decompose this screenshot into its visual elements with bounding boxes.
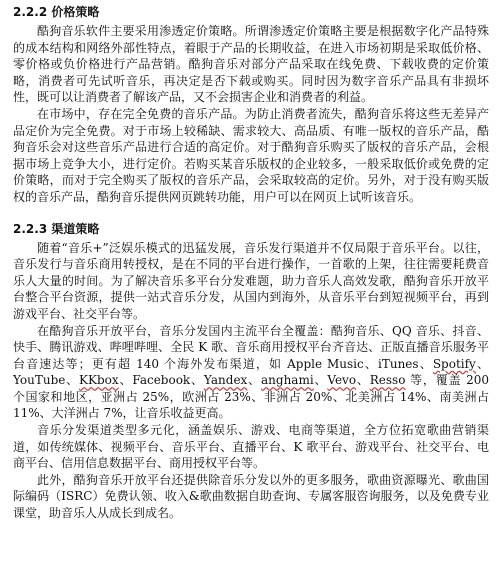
anghami-term: anghami	[261, 373, 314, 388]
yandex-term: Yandex	[203, 373, 248, 388]
vevo-term: Vevo	[327, 373, 357, 388]
section-heading-price-strategy: 2.2.2 价格策略	[13, 5, 100, 19]
spotify-term: Spotify	[432, 356, 476, 371]
channel-p2-text-g: 等，覆盖 200 个国家和地区，亚洲占 25%，欧洲占 23%、非洲占 20%、北美洲占 14%、南美洲占 11%、大洋洲占 7%，让音乐收益更高。	[13, 373, 489, 421]
channel-p2-text-e: 、	[313, 373, 328, 388]
section-spacer	[13, 206, 489, 221]
channel-paragraph-2	[13, 323, 489, 423]
price-paragraph-2: 在市场中，存在完全免费的音乐产品。为防止消费者流失，酷狗音乐将这些无差异产品定价为完全免费。对于市场上较稀缺、需求较大、高品质、有唯一版权的音乐产品，酷狗音乐会对这些音乐产品进行合适的高定价。对于酷狗音乐购买了版权的音乐产品，会根据市场上竞争大小，进行定价。若购买某音乐版权的企业较多，一般采取低价或免费的定价策略，而对于完全购买了版权的音乐产品，会采取较高的定价。另外，对于没有购买版权的音乐产品，酷狗音乐提供网页跳转功能，用户可以在网页上试听该音乐。	[13, 106, 489, 204]
channel-p2-text-a: 在酷狗音乐开放平台，音乐分发国内主流平台全覆盖：酷狗音乐、QQ 音乐、抖音、快手、腾讯游戏、哔哩哔哩、全民 K 歌、音乐商用授权平台齐音达、正版直播音乐服务平台音速达等；更有超 140 个海外发布渠道，如 Apple Music、iTunes、	[13, 323, 489, 371]
resso-term: Resso	[369, 373, 406, 388]
channel-p2-text-c: 、Facebook、	[118, 373, 204, 388]
channel-paragraph-4: 此外，酷狗音乐开放平台还提供除音乐分发以外的更多服务，歌曲资源曝光、歌曲国际编码（ISRC）免费认领、收入&歌曲数据自助查询、专属客服咨询服务，以及免费专业课堂，助音乐人从成长到成名。	[13, 472, 489, 521]
channel-paragraph-1: 随着“音乐+”泛娱乐模式的迅猛发展，音乐发行渠道并不仅局限于音乐平台。以往，音乐发行与音乐商用转授权，是在不同的平台进行操作，一首歌的上架，往往需要耗费音乐人大量的时间。为了解决音乐多平台分发难题，助力音乐人高效发歌，酷狗音乐开放平台整合平台资源，提供一站式音乐分发，从国内到海外，从音乐平台到短视频平台，再到游戏平台、社交平台等。	[13, 240, 489, 321]
price-paragraph-1: 酷狗音乐软件主要采用渗透定价策略。所谓渗透定价策略主要是根据数字化产品特殊的成本结构和网络外部性特点，着眼于产品的长期收益，在进入市场初期是采取低价格、零价格或负价格进行产品营销。酷狗音乐对部分产品采取在线免费、下载收费的定价策略，消费者可先试听音乐，再决定是否下载或购买。同时因为数字音乐产品具有非损坏性，既可以让消费者了解该产品，又不会损害企业和消费者的利益。	[13, 24, 489, 105]
channel-paragraph-3: 音乐分发渠道类型多元化，涵盖娱乐、游戏、电商等渠道，全方位拓宽歌曲营销渠道，如传统媒体、视频平台、音乐平台、直播平台、K 歌平台、游戏平台、社交平台、电商平台、信用信息数据平台、商用授权平台等。	[13, 423, 489, 471]
channel-p2-text-f: 、	[356, 373, 370, 388]
kkbox-term: KKbox	[79, 373, 119, 388]
channel-p2-text-b: 、YouTube、	[13, 356, 489, 388]
channel-p2-text-d: 、	[247, 373, 262, 388]
section-heading-channel-strategy: 2.2.3 渠道策略	[13, 221, 100, 236]
